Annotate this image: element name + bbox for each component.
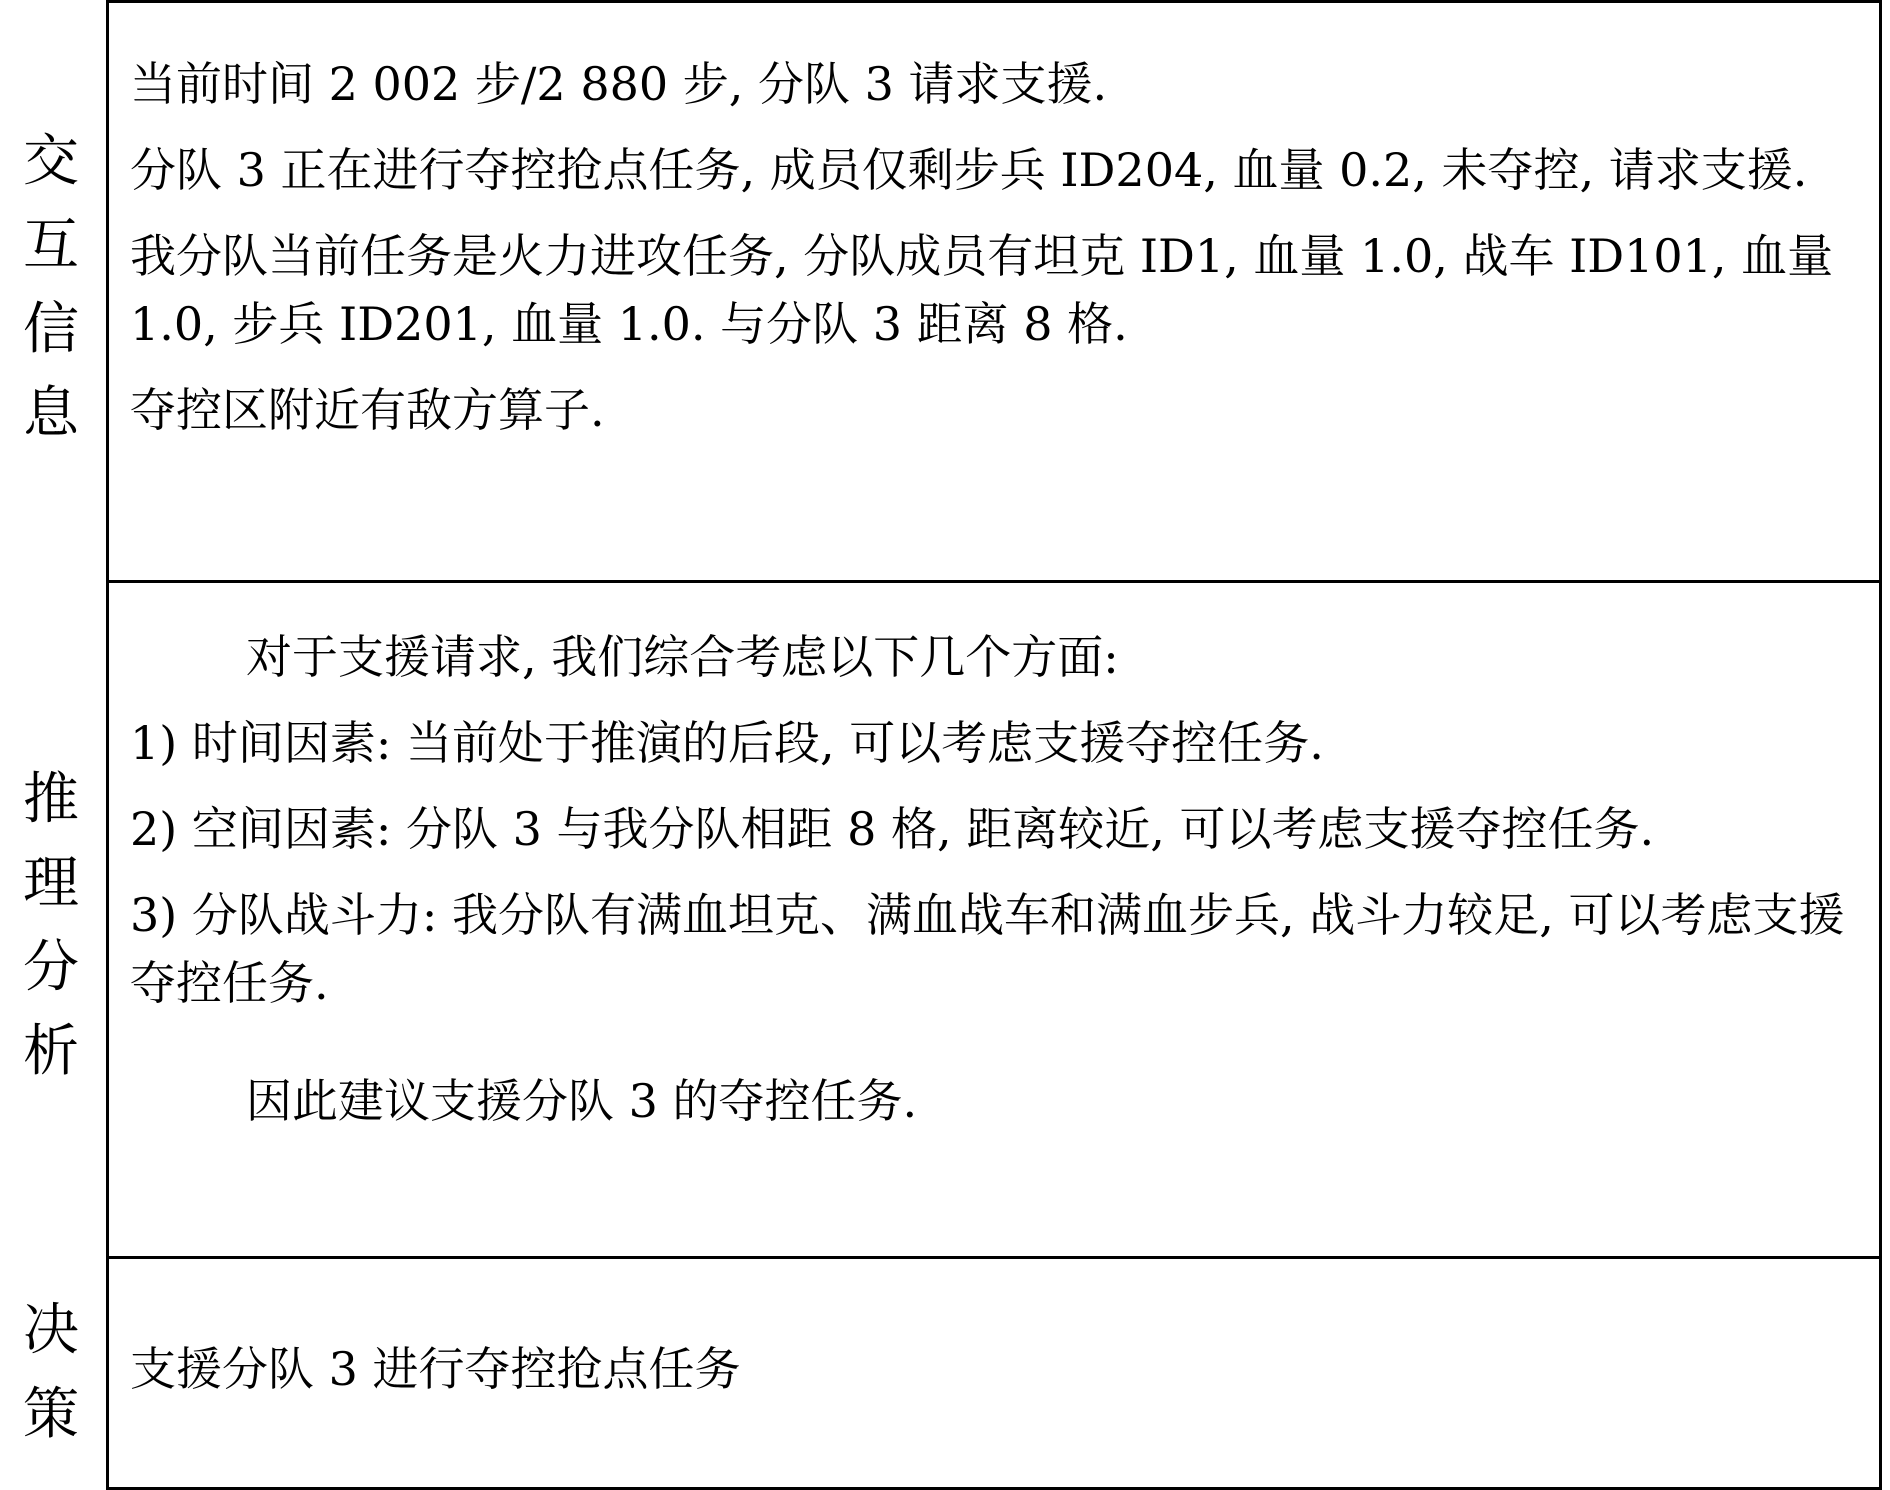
reasoning-content	[130, 623, 1855, 1153]
decision-content	[130, 1335, 1855, 1421]
row-reasoning	[0, 583, 1890, 1256]
interaction-info-content	[130, 50, 1855, 462]
section-label-reasoning: 推理分析	[23, 767, 79, 1084]
info-own-squad-status: 我分队当前任务是火力进攻任务, 分队成员有坦克 ID1, 血量 1.0, 战车 ID101, 血量 1.0, 步兵 ID201, 血量 1.0. 与分队 3 距离 8 格.	[130, 229, 1834, 351]
info-squad3-status: 分队 3 正在进行夺控抢点任务, 成员仅剩步兵 ID204, 血量 0.2, 未夺控, 请求支援.	[130, 143, 1808, 197]
reasoning-point-strength: 3) 分队战斗力: 我分队有满血坦克、满血战车和满血步兵, 战斗力较足, 可以考虑支援夺控任务.	[130, 888, 1845, 1010]
reasoning-point-time: 1) 时间因素: 当前处于推演的后段, 可以考虑支援夺控任务.	[130, 716, 1324, 770]
row-decision	[0, 1259, 1890, 1487]
section-label-interaction-info: 交互信息	[23, 129, 79, 446]
info-time: 当前时间 2 002 步/2 880 步, 分队 3 请求支援.	[130, 57, 1108, 111]
info-enemy-nearby: 夺控区附近有敌方算子.	[130, 383, 605, 437]
reasoning-conclusion: 因此建议支援分队 3 的夺控任务.	[246, 1074, 918, 1128]
reasoning-point-space: 2) 空间因素: 分队 3 与我分队相距 8 格, 距离较近, 可以考虑支援夺控任务.	[130, 802, 1655, 856]
reasoning-intro: 对于支援请求, 我们综合考虑以下几个方面:	[246, 630, 1119, 684]
decision-text: 支援分队 3 进行夺控抢点任务	[130, 1342, 741, 1396]
row-interaction-info	[0, 0, 1890, 580]
section-label-decision: 决策	[23, 1298, 79, 1447]
